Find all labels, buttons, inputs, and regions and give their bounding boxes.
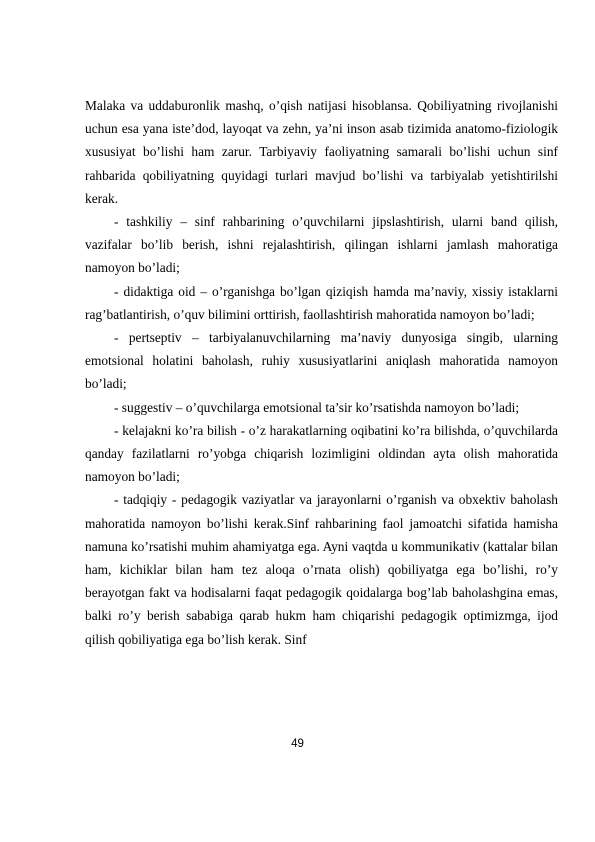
body-text	[85, 94, 558, 651]
paragraph-organizational: - tashkiliy – sinf rahbarining o’quvchilarni jipslashtirish, ularni band qilish, vazifalar bo’lib berish, ishni rejalashtirish, qilingan ishlarni jamlash mahoratiga namoyon bo’ladi;	[85, 214, 558, 276]
paragraph-foresight: - kelajakni ko’ra bilish - o’z harakatlarning oqibatini ko’ra bilishda, o’quvchilarda qanday fazilatlarni ro’yobga chiqarish lozimligini oldindan ayta olish mahoratida namoyon bo’ladi;	[85, 422, 558, 485]
paragraph-perceptive: - pertseptiv – tarbiyalanuvchilarning ma’naviy dunyosiga singib, ularning emotsional holatini baholash, ruhiy xususiyatlarini aniqlash mahoratida namoyon bo’ladi;	[85, 330, 558, 392]
paragraph-didactic: - didaktiga oid – o’rganishga bo’lgan qiziqish hamda ma’naviy, xissiy istaklarni rag’batlantirish, o’quv bilimini orttirish, faollashtirish mahoratida namoyon bo’ladi;	[85, 283, 558, 322]
paragraph-suggestive: - suggestiv – o’quvchilarga emotsional ta’sir ko’rsatishda namoyon bo’ladi;	[114, 399, 520, 415]
paragraph-intro: Malaka va uddaburonlik mashq, o’qish natijasi hisoblansa. Qobiliyatning rivojlanishi uchun esa yana iste’dod, layoqat va zehn, ya’ni inson asab tizimida anatomo-fiziologik xususiyat bo’lishi ham zarur. Tarbiyaviy faoliyatning samarali bo’lishi uchun sinf rahbarida qobiliyatning quyidagi turlari mavjud bo’lishi va tarbiyalab yetishtirilshi kerak.	[85, 98, 558, 206]
page-number: 49	[291, 738, 304, 750]
paragraph-research: - tadqiqiy - pedagogik vaziyatlar va jarayonlarni o’rganish va obxektiv baholash mahoratida namoyon bo’lishi kerak.Sinf rahbarining faol jamoatchi sifatida hamisha namuna ko’rsatishi muhim ahamiyatga ega. Ayni vaqtda u kommunikativ (kattalar bilan ham, kichiklar bilan ham tez aloqa o’rnata olish) qobiliyatga ega bo’lishi, ro’y berayotgan fakt va hodisalarni faqat pedagogik qoidalarga bog’lab baholashgina emas, balki ro’y berish sababiga qarab hukm ham chiqarishi pedagogik optimizmga, ijod qilish qobiliyatiga ega bo’lish kerak. Sinf	[85, 492, 558, 647]
